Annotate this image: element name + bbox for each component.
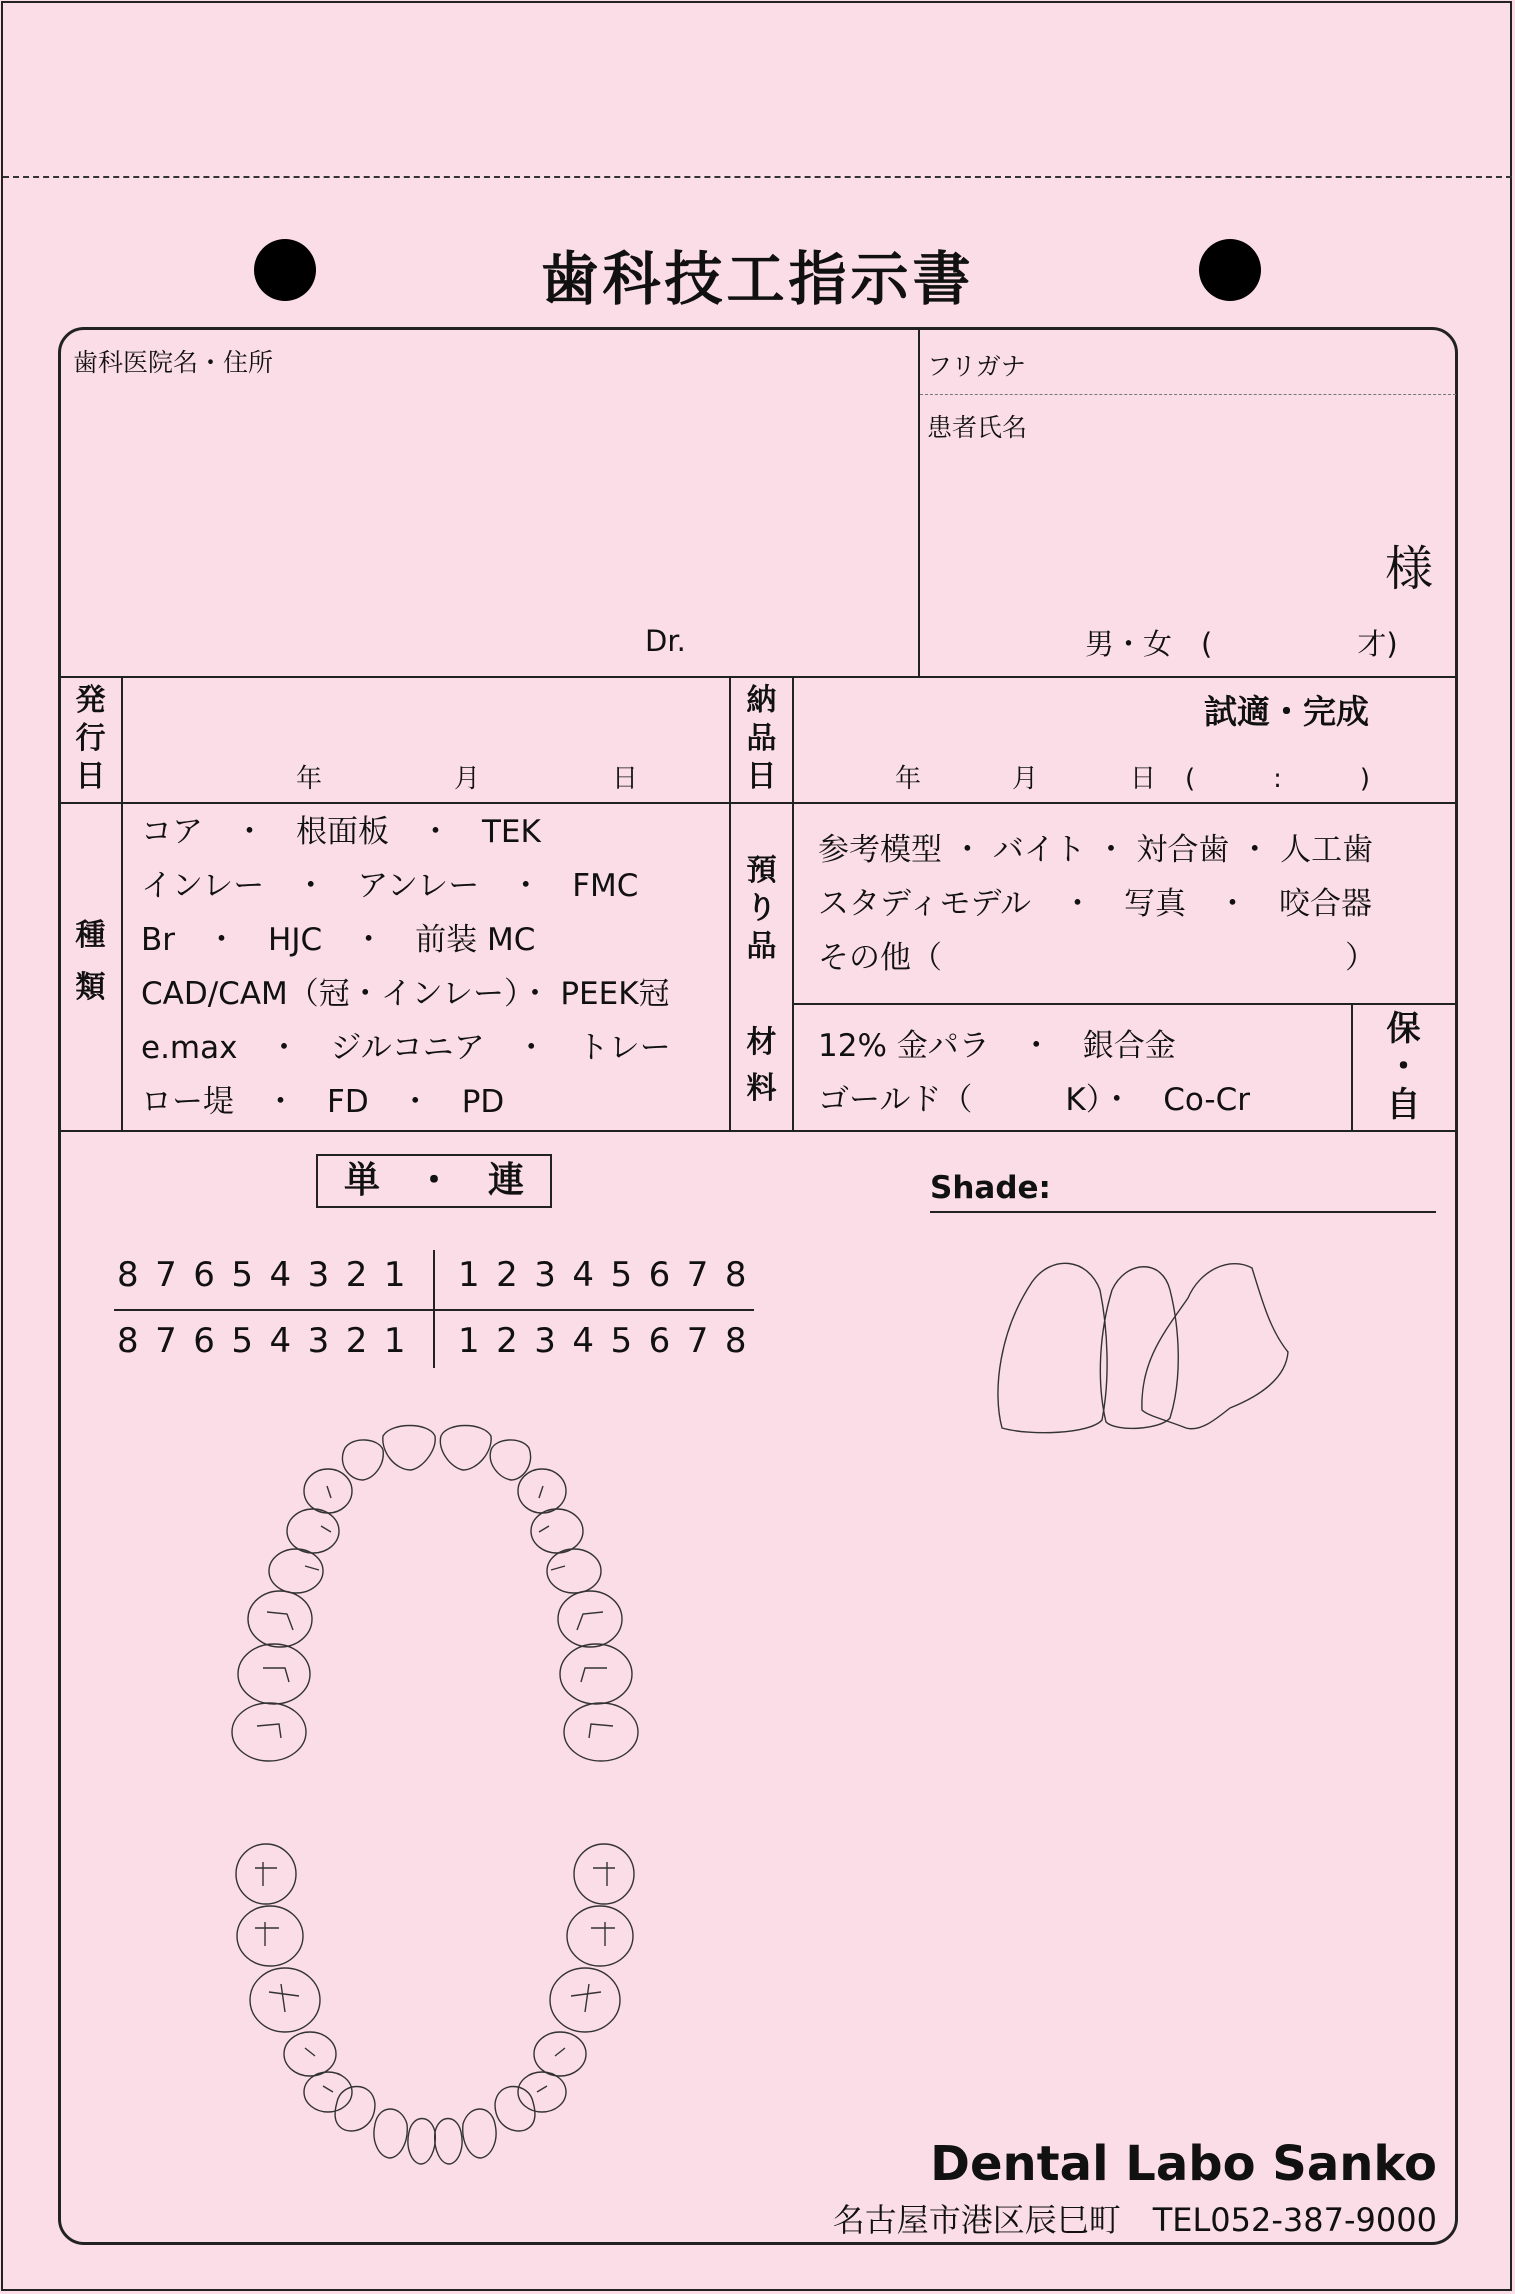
row-divider: [59, 676, 1456, 678]
kinds-item[interactable]: Br ・ HJC ・ 前装 MC: [141, 922, 536, 958]
upper-arch-icon: [225, 1420, 645, 1770]
deposit-list: [818, 823, 1376, 985]
clinic-field[interactable]: [74, 360, 914, 670]
delivery-status[interactable]: 試適・完成: [1204, 692, 1369, 731]
deposit-label: [731, 852, 792, 966]
patient-name-label: 患者氏名: [927, 413, 1028, 442]
issue-day-unit: 日: [612, 764, 639, 794]
patient-name-field[interactable]: [930, 440, 1380, 590]
deposit-label-text: 預り品: [746, 853, 777, 964]
kinds-item[interactable]: ロー堤 ・ FD ・ PD: [141, 1084, 505, 1120]
clinic-label: 歯科医院名・住所: [73, 348, 274, 377]
lower-right-numbers[interactable]: 87654321: [117, 1321, 423, 1361]
furigana-label: フリガナ: [927, 352, 1026, 381]
deposit-item[interactable]: スタディモデル ・ 写真 ・ 咬合器: [818, 886, 1372, 922]
upper-right-numbers[interactable]: 87654321: [117, 1255, 423, 1295]
delivery-year-unit: 年: [895, 764, 922, 794]
insurance-choice[interactable]: [1353, 1010, 1454, 1124]
page-title: 歯科技工指示書: [540, 245, 975, 313]
doctor-suffix: Dr.: [645, 624, 686, 658]
shade-field[interactable]: [1040, 1174, 1436, 1208]
tooth-chart-hline: [114, 1309, 754, 1311]
kinds-item[interactable]: インレー ・ アンレー ・ FMC: [141, 868, 639, 904]
unit-link-box[interactable]: 単 ・ 連: [316, 1154, 552, 1208]
row-divider: [59, 802, 1456, 804]
perforation-line: [3, 176, 1512, 178]
issue-date-field[interactable]: [125, 680, 725, 800]
kinds-label: [60, 910, 121, 1014]
row-divider: [794, 1003, 1456, 1005]
company-name: Dental Labo Sanko: [930, 2136, 1437, 2192]
delivery-month-unit: 月: [1012, 764, 1039, 794]
col-divider: [918, 330, 920, 677]
col-divider: [121, 677, 123, 1131]
issue-month-unit: 月: [454, 764, 481, 794]
insurance-top: 保: [1386, 1009, 1421, 1049]
kinds-label-text: 種類: [75, 918, 106, 1005]
delivery-date-label: [731, 682, 792, 796]
sex-age: 男・女 ( 才): [1085, 627, 1398, 661]
shade-underline: [930, 1211, 1436, 1213]
company-address: 名古屋市港区辰巳町 TEL052-387-9000: [832, 2201, 1437, 2239]
delivery-time: ( : ): [1185, 764, 1371, 794]
issue-year-unit: 年: [296, 764, 323, 794]
issue-date-label: [60, 682, 121, 796]
shade-label: Shade:: [930, 1170, 1051, 1206]
insurance-bottom: 自: [1386, 1085, 1421, 1125]
material-list: [818, 1019, 1250, 1127]
lower-left-numbers[interactable]: 12345678: [458, 1321, 764, 1361]
material-label: [731, 1020, 792, 1112]
material-label-text: 材料: [746, 1025, 777, 1106]
furigana-field[interactable]: [1040, 340, 1450, 390]
deposit-item[interactable]: 参考模型 ・ バイト ・ 対合歯 ・ 人工歯: [818, 832, 1374, 868]
honorific: 様: [1385, 541, 1434, 597]
deposit-item[interactable]: その他（ ）: [818, 940, 1376, 976]
delivery-day-unit: 日: [1130, 764, 1157, 794]
lower-arch-icon: [225, 1828, 645, 2178]
kinds-item[interactable]: e.max ・ ジルコニア ・ トレー: [141, 1030, 671, 1066]
shade-teeth-icon: [990, 1260, 1350, 1435]
furigana-divider: [920, 394, 1456, 395]
material-item[interactable]: ゴールド（ K）・ Co-Cr: [818, 1082, 1250, 1118]
insurance-mid: ・: [1386, 1047, 1421, 1087]
issue-date-label-text: 発行日: [75, 683, 106, 794]
kinds-list: [141, 805, 671, 1129]
kinds-item[interactable]: CAD/CAM（冠・インレー）・ PEEK冠: [141, 976, 670, 1012]
kinds-item[interactable]: コア ・ 根面板 ・ TEK: [141, 814, 541, 850]
row-divider: [59, 1130, 1456, 1132]
upper-left-numbers[interactable]: 12345678: [458, 1255, 764, 1295]
material-item[interactable]: 12% 金パラ ・ 銀合金: [818, 1028, 1176, 1064]
col-divider: [792, 677, 794, 1131]
delivery-date-label-text: 納品日: [746, 683, 777, 794]
